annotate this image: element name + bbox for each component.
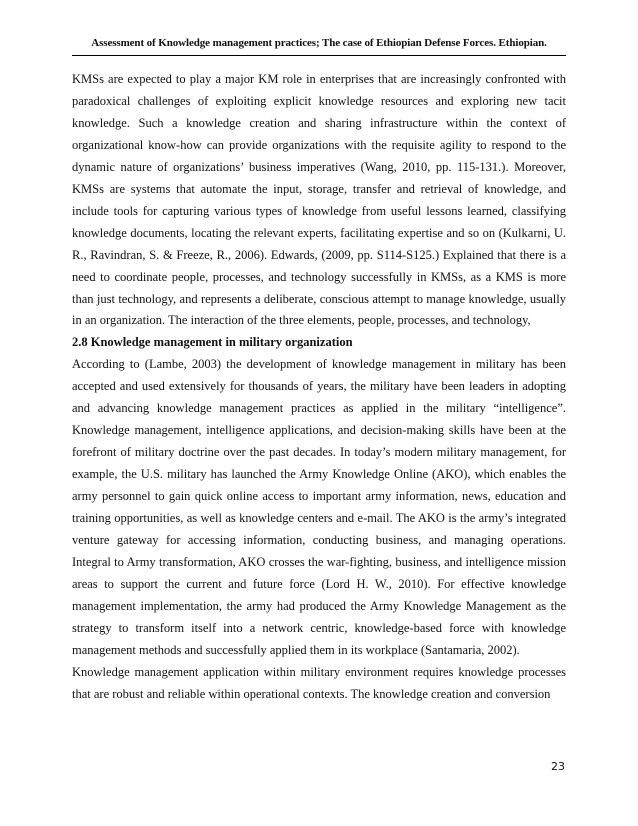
page-number: 23 — [551, 760, 565, 773]
paragraph-km-application: Knowledge management application within military environment requires knowledge processes that are robust and reliable within operational contexts. The knowledge creation and conversion — [72, 664, 566, 701]
paragraph-military-km: According to (Lambe, 2003) the development of knowledge management in military has been accepted and used extensively for thousands of years, the military have been leaders in adopting and advancing knowledge management practices as applied in the military “intelligence”. Knowledge management, intelligence applications, and decision-making skills have been at the forefront of military doctrine over the past decades. In today’s modern military management, for example, the U.S. military has launched the Army Knowledge Online (AKO), which enables the army personnel to gain quick online access to important army information, news, education and training opportunities, as well as knowledge centers and e-mail. The AKO is the army’s integrated venture gateway for accessing information, conducting business, and managing operations. Integral to Army transformation, AKO crosses the war-fighting, business, and intelligence mission areas to support the current and future force (Lord H. W., 2010). For effective knowledge management implementation, the army had produced the Army Knowledge Management as the strategy to transform itself into a network centric, knowledge-based force with knowledge management methods and successfully applied them in its workplace (Santamaria, 2002). — [72, 357, 566, 657]
body-text — [72, 69, 566, 706]
section-heading: 2.8 Knowledge management in military organization — [72, 335, 353, 350]
paragraph-kms: KMSs are expected to play a major KM role in enterprises that are increasingly confronted with paradoxical challenges of exploiting explicit knowledge resources and exploring new tacit knowledge. Such a knowledge creation and sharing infrastructure within the context of organizational know-how can provide organizations with the requisite agility to respond to the dynamic nature of organizations’ business imperatives (Wang, 2010, pp. 115-131.). Moreover, KMSs are systems that automate the input, storage, transfer and retrieval of knowledge, and include tools for capturing various types of knowledge from useful lessons learned, classifying knowledge documents, locating the relevant experts, facilitating expertise and so on (Kulkarni, U. R., Ravindran, S. & Freeze, R., 2006). Edwards, (2009, pp. S114-S125.) Explained that there is a need to coordinate people, processes, and technology successfully in KMSs, as a KMS is more than just technology, and represents a deliberate, conscious attempt to manage knowledge, usually in an organization. The interaction of the three elements, people, processes, and technology, — [72, 72, 566, 328]
running-header: Assessment of Knowledge management practices; The case of Ethiopian Defense Forces. Ethiopian. — [91, 37, 547, 49]
header-rule — [72, 55, 566, 56]
